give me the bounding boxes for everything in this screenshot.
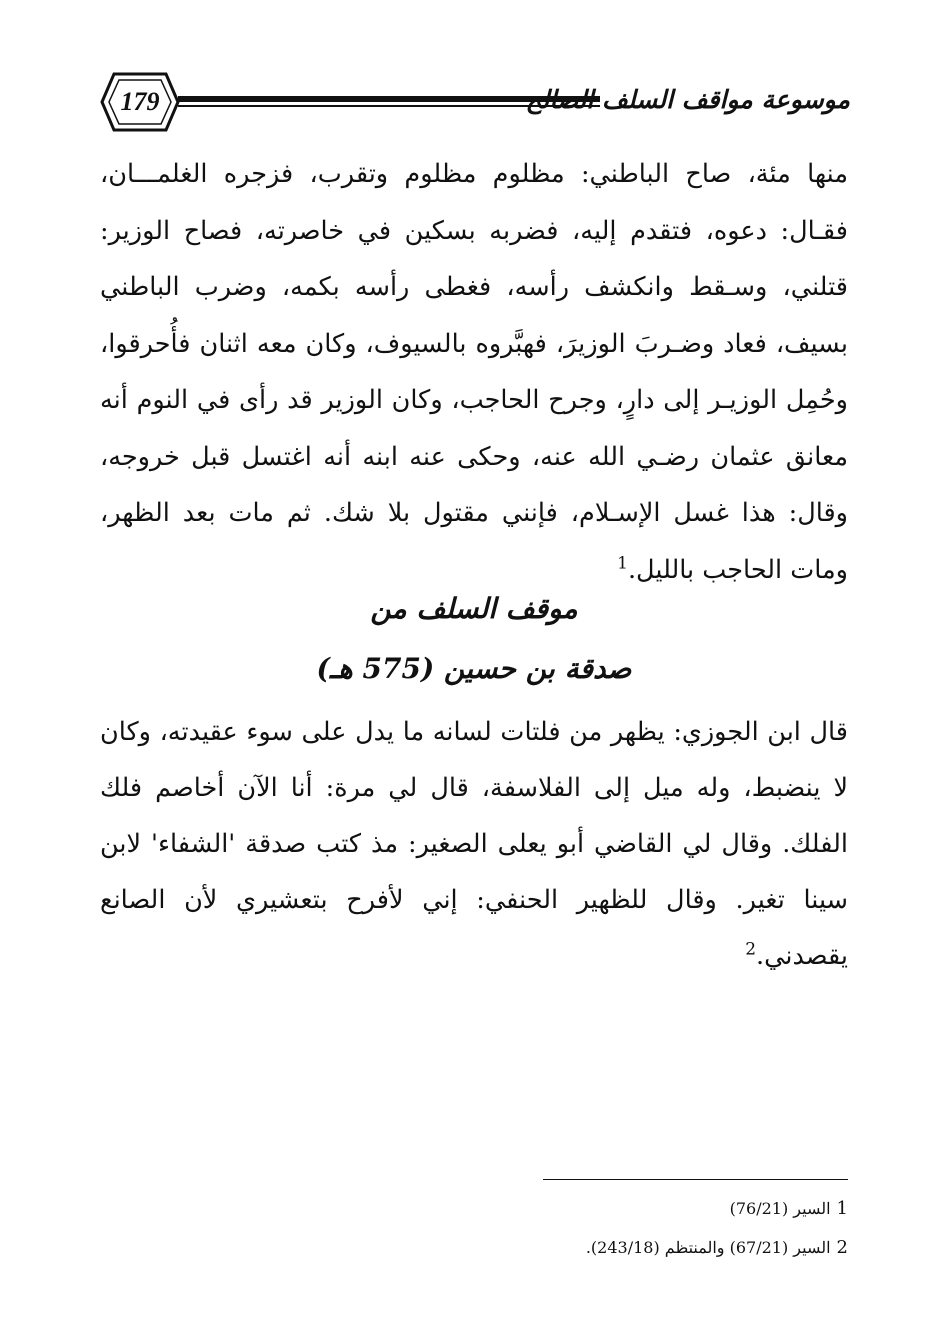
section-heading-line-2: صدقة بن حسين (575 هـ) (316, 652, 632, 685)
footnote-ref-1: 1 (617, 553, 628, 573)
footnote-text: السير (67/21) والمنتظم (243/18). (585, 1238, 831, 1257)
footnote-1 (500, 1198, 848, 1219)
page-number: 179 (120, 87, 160, 116)
footnote-divider (543, 1179, 848, 1180)
paragraph-2-text: قال ابن الجوزي: يظهر من فلتات لسانه ما يدل على سوء عقيدته، وكان لا ينضبط، وله ميل إلى الفلاسفة، قال لي مرة: أنا الآن أخاصم فلك الفلك. وقال لي القاضي أبو يعلى الصغير: مذ كتب صدقة 'الشفاء' لابن سينا تغير. وقال للظهير الحنفي: إني لأفرح بتعشيري لأن الصانع يقصدني. (100, 717, 848, 971)
paragraph-2 (100, 704, 848, 984)
section-heading-line-1: موقف السلف من (370, 592, 578, 625)
footnote-text: السير (76/21) (729, 1199, 831, 1218)
footnote-ref-2: 2 (745, 939, 757, 960)
page-header (100, 70, 850, 140)
paragraph-1-text: منها مئة، صاح الباطني: مظلوم مظلوم وتقرب، فزجره الغلمـــان، فقـال: دعوه، فتقدم إليه، فضربه بسكين في خاصرته، فصاح الوزير: قتلني، وسـقط وانكشف رأسه، فغطى رأسه بكمه، وضرب الباطني بسيف، فعاد وضـربَ الوزيرَ، فهبَّروه بالسيوف، وكان معه اثنان فأُحرقوا، وحُمِل الوزيـر إلى دارٍ، وجرح الحاجب، وكان الوزير قد رأى في النوم أنه معانق عثمان رضـي الله عنه، وحكى عنه ابنه أنه اغتسل قبل خروجه، وقال: هذا غسل الإسـلام، فإنني مقتول بلا شك. ثم مات بعد الظهر، ومات الحاجب بالليل. (100, 159, 848, 585)
footnote-number: 1 (836, 1198, 848, 1219)
paragraph-1 (100, 146, 848, 598)
book-title: موسوعة مواقف السلف الصالح (525, 85, 850, 114)
footnote-number: 2 (836, 1237, 848, 1258)
footnote-2 (500, 1237, 848, 1258)
